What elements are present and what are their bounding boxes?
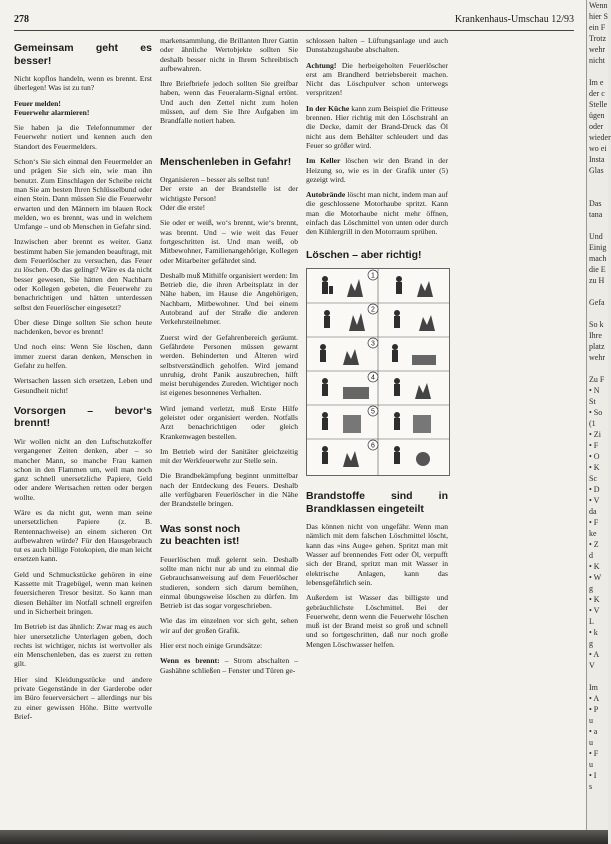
- next-page-fragment: St: [589, 397, 596, 406]
- paragraph-text: Die herbeigeholten Feuerlöscher erst am Brandherd betriebsbereit machen. Nicht das Löschpulver schon unterwegs verspritzen!: [306, 60, 448, 98]
- bold-lead: Autobrände: [306, 190, 346, 200]
- paragraph: Sie oder er weiß, wo‘s brennt, wie‘s brennt, was brennt. Und – wie weit das Feuer fortgeschritten ist. Und man weiß, ob Mitbewohner, Familienangehörige, Kollegen oder Mitarbeiter gefährdet sind.: [160, 218, 298, 265]
- next-page-fragment: wehr: [589, 353, 605, 362]
- next-page-fragment: [587, 363, 608, 374]
- paragraph: Zuerst wird der Gefahrenbereich geräumt. Gefährdete Personen müssen gewarnt werden. Behinderten und Älteren wird selbstverständlich geholfen. Wird jemand unruhig, droht Panik auszubrechen, hilft meist beruhigendes Zureden. Wichtiger noch ist eigenes besonnenes Verhalten.: [160, 332, 298, 398]
- next-page-fragment: tana: [589, 210, 603, 219]
- page-number: 278: [14, 14, 29, 25]
- paragraph: schlossen halten – Lüftungsanlage und auch Dunstabzugshaube abschalten.: [306, 36, 448, 55]
- paragraph: Außerdem ist Wasser das billigste und gebräuchlichste Löschmittel. Bei der Feuerwehr, denn wenn die Feuerwehr löschen muß ist der Brand meist so groß und schnell und so fortgeschritten, daß nur noch große Mengen Löschwasser helfen.: [306, 593, 448, 649]
- next-page-fragment: Sc: [589, 474, 597, 483]
- next-page-fragment: g: [589, 584, 593, 593]
- paragraph-text: kann zum Beispiel die Fritteuse brennen. Hier richtig mit den Löschstrahl an die Decke, damit der Brand-Druck das Öl nicht aus dem Behälter schleudert und das Feuer so größer wird.: [306, 103, 448, 150]
- next-page-fragment: ke: [589, 529, 597, 538]
- next-page-fragment: platz: [589, 342, 605, 351]
- next-page-fragment: Das: [589, 199, 602, 208]
- next-page-fragment: Und: [589, 232, 603, 241]
- next-page-fragment: • V: [589, 606, 600, 615]
- bold-lead: Wenn es brennt:: [160, 656, 220, 666]
- paragraph: Im Betrieb wird der Sanitäter gleichzeitig mit der Werkfeuerwehr zur Stelle sein.: [160, 446, 298, 466]
- next-page-fragment: Insta: [589, 155, 605, 164]
- next-page-fragment: [587, 286, 608, 297]
- paragraph: Hier erst noch einige Grundsätze:: [160, 641, 263, 651]
- next-page-fragment: mach: [589, 254, 607, 263]
- extinguishing-illustration: [306, 268, 450, 476]
- next-page-fragment: • Z: [589, 540, 599, 549]
- heading-loeschen: Löschen – aber richtig!: [306, 248, 422, 261]
- next-page-fragment: • V: [589, 496, 600, 505]
- paragraph: [306, 104, 448, 150]
- next-page-fragment: Stelle: [589, 100, 608, 109]
- next-page-fragment: • F: [589, 518, 599, 527]
- column-1: [14, 36, 152, 826]
- next-page-fragment: wieder: [589, 133, 611, 142]
- paragraph: [306, 156, 448, 184]
- scan-bottom-edge: [0, 830, 608, 844]
- next-page-fragment: Glas: [589, 166, 604, 175]
- next-page-fragment: • K: [589, 595, 600, 604]
- subheading-feuer-melden: Feuer melden!: [14, 98, 61, 108]
- next-page-fragment: der c: [589, 89, 605, 98]
- next-page-fragment: • A: [589, 694, 600, 703]
- marker-2: 2: [371, 306, 375, 314]
- next-page-fragment: ein F: [589, 23, 606, 32]
- next-page-fragment: • Zi: [589, 430, 601, 439]
- paragraph: Wäre es da nicht gut, wenn man seine unersetzlichen Papiere (z. B. Rentennachweise) an einem sicheren Ort aufbewahren würde? Für den Hausgebrauch tut es auch billige Fotokopien, die man leicht ersetzen kann.: [14, 507, 152, 564]
- paragraph: Deshalb muß Mithilfe organisiert werden: Im Betrieb die, die ihren Arbeitsplatz in der Nähe haben, im Hause die Angehörigen, Nachbarn, Mitbewohner. Und bei einem Autobrand auf der Straße die anderen Verkehrsteilnehmer.: [160, 270, 298, 327]
- paragraph: Die Brandbekämpfung beginnt unmittelbar nach der Entdeckung des Feuers. Deshalb alle verfügbaren Feuerlöscher in die Nähe der Brandstelle bringen.: [160, 471, 298, 509]
- next-page-fragment: • K: [589, 463, 600, 472]
- paragraph: Organisieren – besser als selbst tun!: [160, 175, 270, 185]
- next-page-fragment: [587, 187, 608, 198]
- next-page-fragment: • A: [589, 650, 600, 659]
- next-page-fragment: [587, 671, 608, 682]
- paragraph: Sie haben ja die Telefonnummer der Feuerwehr notiert und kennen auch den Standort des Feuermelders.: [14, 123, 152, 151]
- paragraph: Hier sind Kleidungsstücke und andere private Gegenstände in der Garderobe oder im Büro feuerversichert – allerdings nur bis zu einer gewissen Höhe. Bitte wertvolle Brief-: [14, 674, 152, 721]
- illustration-svg: [307, 269, 449, 475]
- next-page-fragment: nicht: [589, 56, 605, 65]
- bold-lead: In der Küche: [306, 103, 350, 113]
- paragraph: Der erste an der Brandstelle ist der wichtigste Person!: [160, 184, 298, 203]
- heading-vorsorgen: Vorsorgen – bevor‘s brennt!: [14, 404, 152, 430]
- next-page-fragment: Zu F: [589, 375, 605, 384]
- next-page-fragment: V: [589, 661, 595, 670]
- marker-4: 4: [371, 374, 375, 382]
- paragraph: Wie das im einzelnen vor sich geht, sehen wir auf der großen Grafik.: [160, 616, 298, 635]
- running-title: Krankenhaus-Umschau 12/93: [454, 14, 574, 25]
- paragraph-text: löscht man nicht, indem man auf die geschlossene Motorhaube spritzt. Kann man die Motorhaube nicht mehr öffnen, einfach das Löschmittel von unten oder durch den Kühlergrill in den Motorraum sprühen.: [306, 190, 448, 237]
- paragraph: Wir wollen nicht an den Luftschutzkoffer vergangener Zeiten denken, aber – so mancher Mann, so manche Frau kamen schon in den Flammen um, weil man noch ganz schnell unersetzliche Papiere, Geld oder andere Wertsachen retten oder bergen wollte.: [14, 436, 152, 502]
- bold-lead: Im Keller: [306, 156, 341, 166]
- marker-3: 3: [371, 340, 375, 348]
- next-page-fragment: • F: [589, 749, 599, 758]
- next-page-fragment: • D: [589, 485, 600, 494]
- next-page-fragment: die E: [589, 265, 606, 274]
- paragraph-text: löschen wir den Brand in der Heizung so, wie es in der Grafik unter (5) gezeigt wird.: [306, 156, 448, 184]
- next-page-fragment: wo ei: [589, 144, 607, 153]
- next-page-fragment: d: [589, 551, 593, 560]
- paragraph: [160, 656, 298, 675]
- paragraph: Nicht kopflos handeln, wenn es brennt. Erst überlegen! Was ist zu tun?: [14, 74, 152, 93]
- next-page-fragment: [587, 308, 608, 319]
- next-page-fragment: L: [589, 617, 594, 626]
- next-page-fragment: Im e: [589, 78, 604, 87]
- next-page-fragment: u: [589, 716, 593, 725]
- paragraph: Oder die erste!: [160, 203, 206, 213]
- heading-was-sonst: Was sonst noch: [160, 522, 241, 535]
- next-page-fragment: • I: [589, 771, 597, 780]
- next-page-fragment: wehr: [589, 45, 605, 54]
- next-page-fragment: [587, 176, 608, 187]
- paragraph: [306, 190, 448, 236]
- next-page-fragment: [587, 66, 608, 77]
- next-page-fragment: Wenn: [589, 1, 608, 10]
- next-page-fragment: • k: [589, 628, 598, 637]
- next-page-fragment: Im: [589, 683, 598, 692]
- next-page-fragment: u: [589, 760, 593, 769]
- paragraph: Wertsachen lassen sich ersetzen, Leben und Gesundheit nicht!: [14, 376, 152, 395]
- next-page-fragment: • W: [589, 573, 602, 582]
- next-page-fragment: Einig: [589, 243, 607, 252]
- next-page-fragment: Gefa: [589, 298, 605, 307]
- marker-5: 5: [371, 408, 375, 416]
- paragraph: Wird jemand verletzt, muß Erste Hilfe geleistet oder organisiert werden. Notfalls Arzt benachrichtigen oder gleich Krankenwagen bestellen.: [160, 403, 298, 441]
- next-page-fragment: • N: [589, 386, 600, 395]
- running-header: [14, 14, 574, 31]
- column-3: [306, 36, 448, 826]
- next-page-fragment: s: [589, 782, 593, 791]
- next-page-fragment: zu H: [589, 276, 605, 285]
- column-2: [160, 36, 298, 826]
- marker-6: 6: [371, 442, 375, 450]
- paragraph: Und noch eins: Wenn Sie löschen, dann immer zuerst daran denken, Menschen in Gefahr zu helfen.: [14, 342, 152, 371]
- next-page-fragment: So k: [589, 320, 604, 329]
- next-page-fragment: ügen: [589, 111, 605, 120]
- marker-1: 1: [371, 272, 375, 280]
- paragraph: Schon‘s Sie sich einmal den Feuermelder an und prägen Sie sich ein, wie man ihn benutzt. Zum Einschlagen der Scheibe reicht man Sie am besten Ihren Schlüsselbund oder einen Stein. Dann müssen Sie die Feuerwehr erwarten und den Männern im blauen Rock melden, wo es brennt, was und in welchem Umfange – und ob Menschen in Gefahr sind.: [14, 157, 152, 232]
- paragraph: Geld und Schmuckstücke gehören in eine Kassette mit Tragebügel, wenn man keinen feuersicheren Tresor besitzt. So kann man diesen Behälter im Notfall schnell ergreifen und in Sicherheit bringen.: [14, 569, 152, 616]
- paragraph: Das können nicht von ungefähr. Wenn man nämlich mit dem falschen Löschmittel löscht, kann das »ins Auge« gehen. Spritzt man mit Wasser auf brennendes Fett oder Öl, verpufft sich der Brand, spritzt man mit Wasser in elektrische Anlagen, kann das lebensgefährlich sein.: [306, 522, 448, 587]
- next-page-fragment: • K: [589, 562, 600, 571]
- next-page-fragment: Ihre: [589, 331, 602, 340]
- next-page-fragment: • F: [589, 441, 599, 450]
- next-page-fragment: hier S: [589, 12, 608, 21]
- paragraph: Ihre Briefbriefe jedoch sollten Sie greifbar haben, wenn das Feueralarm-Signal ertönt. Und auch den Zettel nicht zum holen müssen, auf dem Sie Ihre Aufgaben im Brandfalle notiert haben.: [160, 79, 298, 126]
- heading-zu-beachten: zu beachten ist!: [160, 535, 240, 548]
- bold-lead: Achtung!: [306, 60, 337, 70]
- next-page-fragment: g: [589, 639, 593, 648]
- paragraph: Inzwischen aber brennt es weiter. Ganz bestimmt haben Sie jemanden beauftragt, mit dem Feuerlöscher zu versuchen, das Feuer zu löschen. Ob das gelingt? Wäre es da nicht besser gewesen, Sie hätten den Nachbarn oder Kollegen gebeten, die Feuerwehr zu benachrichtigen und hätten unterdessen selbst den Feuerlöscher eingesetzt?: [14, 237, 152, 312]
- heading-gemeinsam: Gemeinsam geht es besser!: [14, 42, 152, 67]
- next-page-fragment: da: [589, 507, 597, 516]
- paragraph: [306, 61, 448, 98]
- next-page-fragment: • P: [589, 705, 599, 714]
- next-page-fragment: Trotz: [589, 34, 607, 43]
- heading-brandstoffe: Brandstoffe sind in Brandklassen eingeteilt: [306, 490, 448, 515]
- paragraph: markensammlung, die Brillanten Ihrer Gattin oder ähnliche Wertobjekte sollten Sie deshalb besser nicht in Ihrem Schreibtisch aufbewahren.: [160, 36, 298, 73]
- next-page-fragment: • O: [589, 452, 600, 461]
- next-page-fragment: (1: [589, 419, 596, 428]
- next-page-fragment: oder: [589, 122, 604, 131]
- heading-menschenleben: Menschenleben in Gefahr!: [160, 155, 292, 168]
- next-page-fragment: [587, 220, 608, 231]
- next-page-fragment: • So: [589, 408, 603, 417]
- subheading-feuerwehr: Feuerwehr alarmieren!: [14, 107, 90, 117]
- paragraph: Im Betrieb ist das ähnlich: Zwar mag es auch hier unersetzliche Unterlagen geben, doch rechts ist wichtiger, nichts ist wertvoller als ein Menschenleben, das es zuerst zu retten gilt.: [14, 622, 152, 669]
- paragraph-text: – Strom abschalten – Gashähne schließen – Fenster und Türen ge-: [160, 656, 298, 675]
- paragraph: Feuerlöschen muß gelernt sein. Deshalb sollte man nicht nur ab und zu einmal die Gebrauchsanweisung auf dem Feuerlöscher studieren, sondern sich darum bemühen, einmal übungsweise löschen zu dürfen. Im Betrieb ist das sogar vorgeschrieben.: [160, 554, 298, 611]
- next-page-edge: [587, 0, 611, 844]
- paragraph: Über diese Dinge sollten Sie schon heute nachdenken, bevor es brennt!: [14, 317, 152, 337]
- next-page-fragment: u: [589, 738, 593, 747]
- next-page-fragment: • a: [589, 727, 598, 736]
